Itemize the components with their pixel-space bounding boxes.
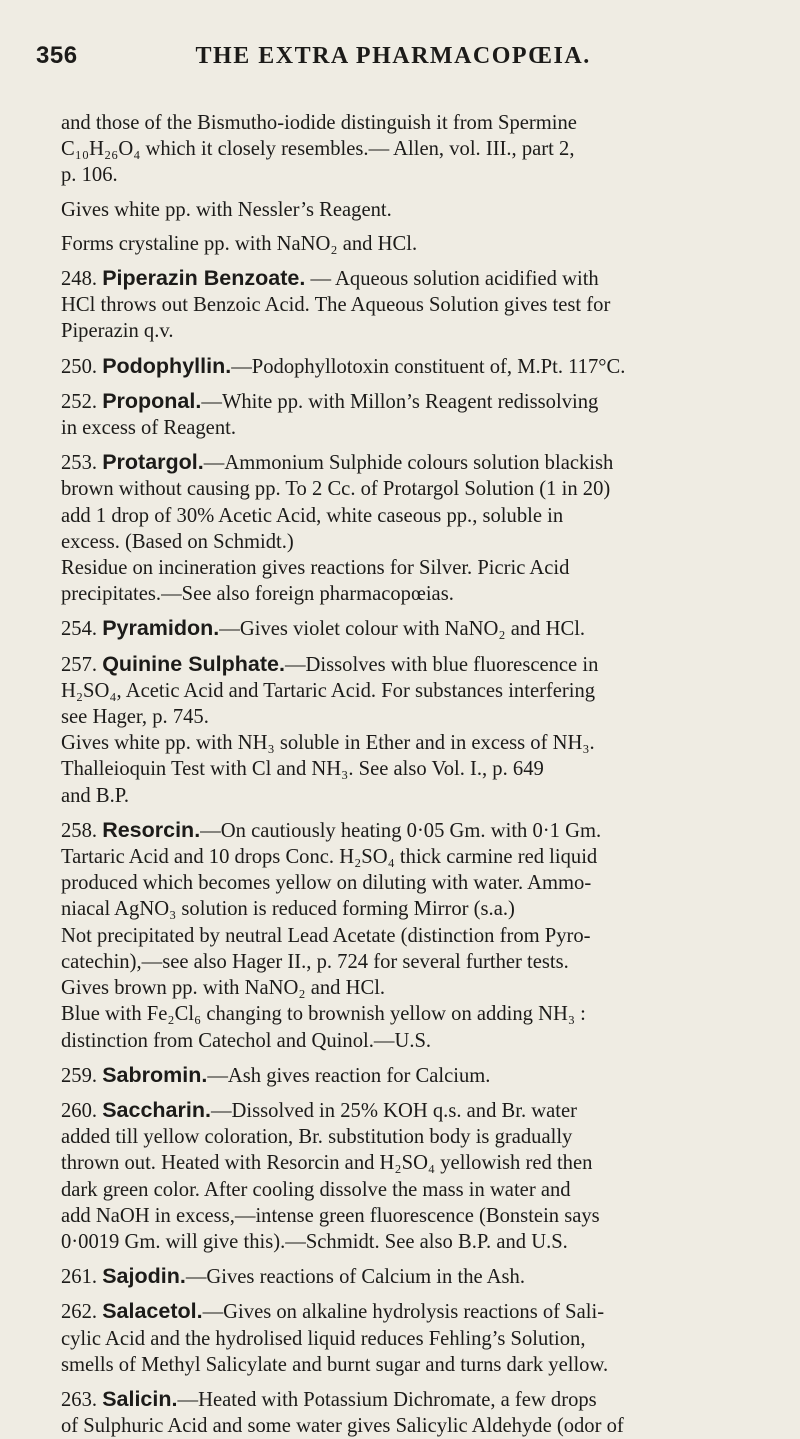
line-text: Gives white pp. with Nessler’s Reagent. xyxy=(61,198,392,221)
entry-number: 250. xyxy=(61,355,103,378)
text-line xyxy=(61,449,762,476)
entry-heading: Pyramidon. xyxy=(102,616,220,641)
line-text: Gives white pp. with NH₃ soluble in Ether and in excess of NH₃. xyxy=(61,732,595,755)
entry-number: 262. xyxy=(61,1301,103,1324)
text-line xyxy=(61,162,762,188)
line-text: —Dissolves with blue fluorescence in xyxy=(284,653,599,676)
text-line xyxy=(61,265,762,292)
text-line xyxy=(61,529,762,555)
line-text: thrown out. Heated with Resorcin and H₂SO₄ yellowish red then xyxy=(61,1152,593,1175)
entry-heading: Salicin. xyxy=(102,1386,178,1411)
entry-heading: Piperazin Benzoate. xyxy=(102,266,306,291)
text-line xyxy=(61,353,762,380)
text-line xyxy=(61,388,762,415)
text-line xyxy=(61,817,762,844)
entry-number: 248. xyxy=(61,268,103,291)
line-text: —Gives violet colour with NaNO₂ and HCl. xyxy=(219,618,586,641)
text-line xyxy=(61,1263,762,1290)
entry-number: 263. xyxy=(61,1388,103,1411)
line-text: —On cautiously heating 0·05 Gm. with 0·1 Gm. xyxy=(200,819,602,842)
text-line xyxy=(61,1177,762,1203)
text-line xyxy=(61,730,762,756)
line-text: add NaOH in excess,—intense green fluorescence (Bonstein says xyxy=(61,1204,600,1227)
line-text: —Dissolved in 25% KOH q.s. and Br. water xyxy=(210,1099,578,1122)
text-line xyxy=(61,1150,762,1176)
entry-number: 252. xyxy=(61,390,103,413)
text-line xyxy=(61,756,762,782)
text-line xyxy=(61,318,762,344)
text-line xyxy=(61,870,762,896)
text-line xyxy=(61,975,762,1001)
text-line xyxy=(61,1124,762,1150)
text-line xyxy=(61,651,762,678)
entry-number: 259. xyxy=(61,1064,103,1087)
line-text: —White pp. with Millon’s Reagent redissolving xyxy=(201,390,599,413)
line-text: HCl throws out Benzoic Acid. The Aqueous Solution gives test for xyxy=(61,294,611,317)
text-line xyxy=(61,678,762,704)
line-text: brown without causing pp. To 2 Cc. of Protargol Solution (1 in 20) xyxy=(61,478,611,501)
text-line xyxy=(61,231,762,257)
line-text: catechin),—see also Hager II., p. 724 for several further tests. xyxy=(61,950,569,973)
line-text: 0·0019 Gm. will give this).—Schmidt. See also B.P. and U.S. xyxy=(61,1230,568,1253)
entry-number: 253. xyxy=(61,452,103,475)
line-text: niacal AgNO₃ solution is reduced forming Mirror (s.a.) xyxy=(61,898,515,921)
line-text: precipitates.—See also foreign pharmacopœias. xyxy=(61,583,454,606)
entry-heading: Resorcin. xyxy=(102,817,201,842)
entry-heading: Quinine Sulphate. xyxy=(102,651,285,676)
text-line xyxy=(61,1413,762,1439)
page-header xyxy=(36,42,760,78)
line-text: — Aqueous solution acidified with xyxy=(305,268,599,291)
text-line xyxy=(61,1386,762,1413)
running-head: THE EXTRA PHARMACOPŒIA. xyxy=(195,43,591,69)
text-line xyxy=(61,1001,762,1027)
line-text: —Podophyllotoxin constituent of, M.Pt. 117°C. xyxy=(231,355,626,378)
line-text: see Hager, p. 745. xyxy=(61,706,209,729)
line-text: in excess of Reagent. xyxy=(61,417,236,440)
line-text: Forms crystaline pp. with NaNO₂ and HCl. xyxy=(61,232,418,255)
text-line xyxy=(61,1203,762,1229)
entry-number: 254. xyxy=(61,618,103,641)
entry-heading: Sabromin. xyxy=(102,1062,208,1087)
line-text: C₁₀H₂₆O₄ which it closely resembles.— Allen, vol. III., part 2, xyxy=(61,138,575,161)
line-text: —Heated with Potassium Dichromate, a few drops xyxy=(177,1388,597,1411)
text-line xyxy=(61,503,762,529)
line-text: Blue with Fe₂Cl₆ changing to brownish yellow on adding NH₃ : xyxy=(61,1003,586,1026)
line-text: and B.P. xyxy=(61,784,130,807)
entry-number: 260. xyxy=(61,1099,103,1122)
page-number: 356 xyxy=(36,42,78,69)
entry-heading: Proponal. xyxy=(102,388,202,413)
text-line xyxy=(61,110,762,136)
line-text: —Ammonium Sulphide colours solution blackish xyxy=(203,452,614,475)
text-line xyxy=(61,1062,762,1089)
line-text: Piperazin q.v. xyxy=(61,320,174,343)
line-text: —Ash gives reaction for Calcium. xyxy=(207,1064,491,1087)
line-text: of Sulphuric Acid and some water gives Salicylic Aldehyde (odor of xyxy=(61,1415,624,1438)
line-text: Gives brown pp. with NaNO₂ and HCl. xyxy=(61,977,386,1000)
line-text: added till yellow coloration, Br. substitution body is gradually xyxy=(61,1126,573,1149)
line-text: p. 106. xyxy=(61,164,118,187)
text-line xyxy=(61,415,762,441)
page-body xyxy=(61,110,762,1439)
entry-heading: Sajodin. xyxy=(102,1264,186,1289)
text-line xyxy=(61,1298,762,1325)
entry-heading: Salacetol. xyxy=(102,1299,203,1324)
line-text: —Gives reactions of Calcium in the Ash. xyxy=(185,1266,525,1289)
line-text: Tartaric Acid and 10 drops Conc. H₂SO₄ thick carmine red liquid xyxy=(61,846,598,869)
text-line xyxy=(61,923,762,949)
text-line xyxy=(61,615,762,642)
line-text: excess. (Based on Schmidt.) xyxy=(61,530,294,553)
entry-heading: Protargol. xyxy=(102,450,204,475)
line-text: —Gives on alkaline hydrolysis reactions of Sali- xyxy=(202,1301,605,1324)
entry-number: 257. xyxy=(61,653,103,676)
line-text: cylic Acid and the hydrolised liquid reduces Fehling’s Solution, xyxy=(61,1327,586,1350)
entry-heading: Saccharin. xyxy=(102,1097,211,1122)
entry-number: 261. xyxy=(61,1266,103,1289)
line-text: smells of Methyl Salicylate and burnt sugar and turns dark yellow. xyxy=(61,1353,609,1376)
line-text: produced which becomes yellow on diluting with water. Ammo- xyxy=(61,872,592,895)
text-line xyxy=(61,555,762,581)
text-line xyxy=(61,197,762,223)
text-line xyxy=(61,844,762,870)
line-text: Residue on incineration gives reactions for Silver. Picric Acid xyxy=(61,557,570,580)
line-text: dark green color. After cooling dissolve the mass in water and xyxy=(61,1178,571,1201)
text-line xyxy=(61,1097,762,1124)
entry-heading: Podophyllin. xyxy=(102,353,232,378)
line-text: add 1 drop of 30% Acetic Acid, white caseous pp., soluble in xyxy=(61,504,564,527)
text-line xyxy=(61,704,762,730)
line-text: Thalleioquin Test with Cl and NH₃. See also Vol. I., p. 649 xyxy=(61,758,544,781)
text-line xyxy=(61,1229,762,1255)
text-line xyxy=(61,136,762,162)
text-line xyxy=(61,896,762,922)
line-text: and those of the Bismutho-iodide distinguish it from Spermine xyxy=(61,112,577,134)
text-line xyxy=(61,1028,762,1054)
text-line xyxy=(61,476,762,502)
entry-number: 258. xyxy=(61,819,103,842)
text-line xyxy=(61,1352,762,1378)
text-line xyxy=(61,783,762,809)
text-line xyxy=(61,949,762,975)
line-text: distinction from Catechol and Quinol.—U.S. xyxy=(61,1029,432,1052)
line-text: Not precipitated by neutral Lead Acetate (distinction from Pyro- xyxy=(61,924,591,947)
line-text: H₂SO₄, Acetic Acid and Tartaric Acid. For substances interfering xyxy=(61,679,596,702)
text-line xyxy=(61,581,762,607)
text-line xyxy=(61,1326,762,1352)
text-line xyxy=(61,292,762,318)
